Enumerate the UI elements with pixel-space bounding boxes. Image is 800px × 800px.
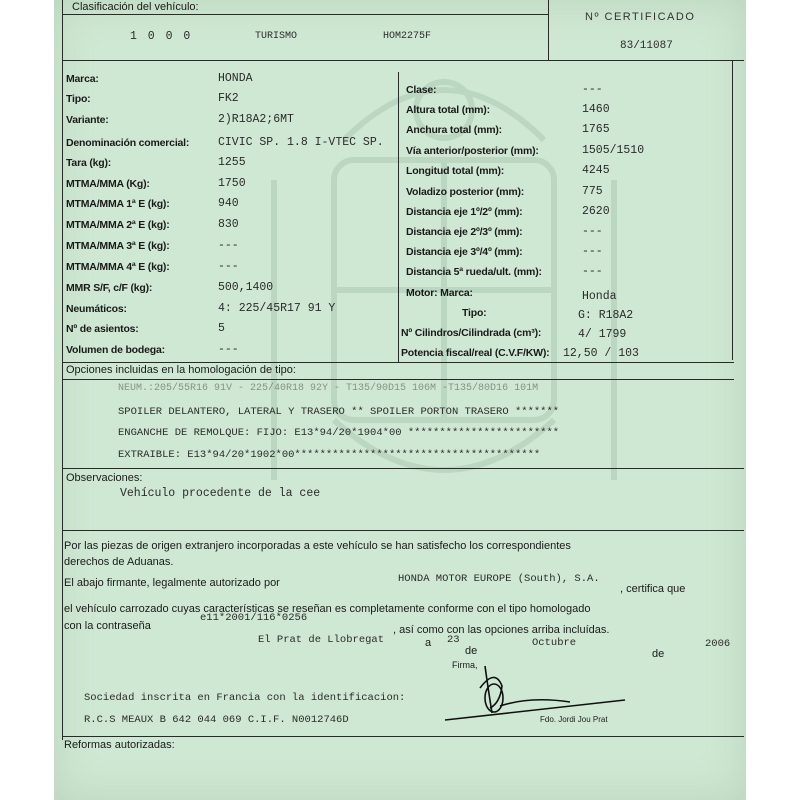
opciones-text: , así como con las opciones arriba incluídas. [393,624,610,636]
date-de-label: de [465,645,478,657]
field-label: Vía anterior/posterior (mm): [406,145,539,157]
signature-icon [440,658,640,728]
code-homologation: HOM2275F [383,31,432,42]
field-value: 4: 225/45R17 91 Y [218,302,336,315]
rule [62,14,548,15]
rule [62,468,744,469]
rule [398,72,399,362]
field-label: MTMA/MMA 4ª E (kg): [66,261,170,273]
field-value: 2)R18A2;6MT [218,113,294,126]
field-value: --- [218,260,239,273]
field-label: Distancia eje 3º/4º (mm): [406,246,523,258]
options-line: SPOILER DELANTERO, LATERAL Y TRASERO ** SPOILER PORTON TRASERO ******* [118,406,560,418]
certifica-text: , certifica que [620,583,686,595]
field-value: HONDA [218,72,253,85]
field-label: Distancia 5ª rueda/ult. (mm): [406,266,542,278]
rule [62,530,744,531]
field-label: Tara (kg): [66,157,112,169]
customs-text: derechos de Aduanas. [64,556,174,568]
field-value: 940 [218,197,239,210]
field-value: --- [582,245,603,258]
options-label: Opciones incluidas en la homologación de tipo: [66,364,296,376]
field-label: Clase: [406,84,437,96]
conformity-text: el vehículo carrozado cuyas características se reseñan es completamente conforme con el tipo homologado [64,603,591,615]
field-value: CIVIC SP. 1.8 I-VTEC SP. [218,136,384,149]
field-value: 2620 [582,205,610,218]
options-line: NEUM.:205/55R16 91V - 225/40R18 92Y - T135/90D15 106M -T135/80D16 101M [118,383,539,394]
observaciones-label: Observaciones: [66,472,143,484]
field-value: 12,50 / 103 [563,347,639,360]
rule [62,60,744,61]
rule [62,362,734,363]
field-label: Anchura total (mm): [406,124,502,136]
field-value: 500,1400 [218,281,274,294]
field-label: Potencia fiscal/real (C.V.F/KW): [401,347,550,359]
field-value: 775 [582,185,603,198]
field-value: --- [582,83,603,96]
field-label: MTMA/MMA 3ª E (kg): [66,240,170,252]
firma-label: Firma, [452,660,478,670]
sociedad-line: Sociedad inscrita en Francia con la identificacion: [84,692,406,704]
field-value: 4245 [582,164,610,177]
field-value: 5 [218,322,225,335]
date-year: 2006 [705,638,731,650]
field-value: 1750 [218,177,246,190]
cert-number-value: 83/11087 [620,40,673,52]
rule [62,736,744,737]
field-value: 1505/1510 [582,144,645,157]
field-label: Longitud total (mm): [406,165,505,177]
contrasena-value: e11*2001/116*0256 [200,612,308,624]
rule [62,0,63,740]
field-value: G: R18A2 [578,309,634,322]
field-label: Tipo: [66,93,91,105]
rcs-line: R.C.S MEAUX B 642 044 069 C.I.F. N0012746D [84,714,349,726]
code-category: 1 0 0 0 [130,30,193,43]
date-day: 23 [447,634,460,646]
cert-number-label: Nº CERTIFICADO [585,11,696,23]
date-month: Octubre [532,637,577,649]
field-label: Denominación comercial: [66,137,190,149]
field-label: MMR S/F, c/F (kg): [66,282,153,294]
field-label: Altura total (mm): [406,104,490,116]
signer-name: Fdo. Jordi Jou Prat [540,715,608,724]
field-value: --- [218,343,239,356]
field-label: Distancia eje 2º/3º (mm): [406,226,523,238]
contrasena-label: con la contraseña [64,620,151,632]
clasificacion-label: Clasificación del vehículo: [72,1,199,13]
options-line: ENGANCHE DE REMOLQUE: FIJO: E13*94/20*1904*00 ************************ [118,427,560,439]
company-name: HONDA MOTOR EUROPE (South), S.A. [398,573,600,585]
firmante-label: El abajo firmante, legalmente autorizado por [64,577,280,589]
field-value: 1765 [582,123,610,136]
field-value: --- [582,265,603,278]
field-label: MTMA/MMA 1ª E (kg): [66,198,170,210]
field-label: Volumen de bodega: [66,344,165,356]
reformas-label: Reformas autorizadas: [64,739,175,751]
field-value: FK2 [218,92,239,105]
rule [548,0,549,60]
field-label: MTMA/MMA 2ª E (kg): [66,219,170,231]
date-de-label: de [652,648,665,660]
field-label: Variante: [66,114,109,126]
field-label: Nº Cilindros/Cilindrada (cm³): [401,327,542,339]
field-value: --- [218,239,239,252]
customs-text: Por las piezas de origen extranjero incorporadas a este vehículo se han satisfecho los correspondientes [64,540,571,552]
rule [62,379,734,380]
field-value: 4/ 1799 [578,328,627,341]
code-class: TURISMO [255,31,298,42]
field-label: Nº de asientos: [66,323,139,335]
certificate-paper [54,0,746,800]
field-label: MTMA/MMA (Kg): [66,178,150,190]
field-label: Distancia eje 1º/2º (mm): [406,206,523,218]
field-label: Voladizo posterior (mm): [406,186,525,198]
field-value: --- [582,225,603,238]
field-label: Marca: [66,73,99,85]
field-value: 830 [218,218,239,231]
place: El Prat de Llobregat [258,634,385,646]
field-value: Honda [582,290,617,303]
field-value: 1255 [218,156,246,169]
field-label: Neumáticos: [66,303,127,315]
date-a-label: a [425,637,432,649]
field-value: 1460 [582,103,610,116]
field-label: Motor: Marca: [406,287,473,299]
options-line: EXTRAIBLE: E13*94/20*1902*00*************************************** [118,449,541,461]
rule [732,60,733,360]
field-label: Tipo: [462,307,487,319]
observaciones-value: Vehículo procedente de la cee [120,487,321,500]
